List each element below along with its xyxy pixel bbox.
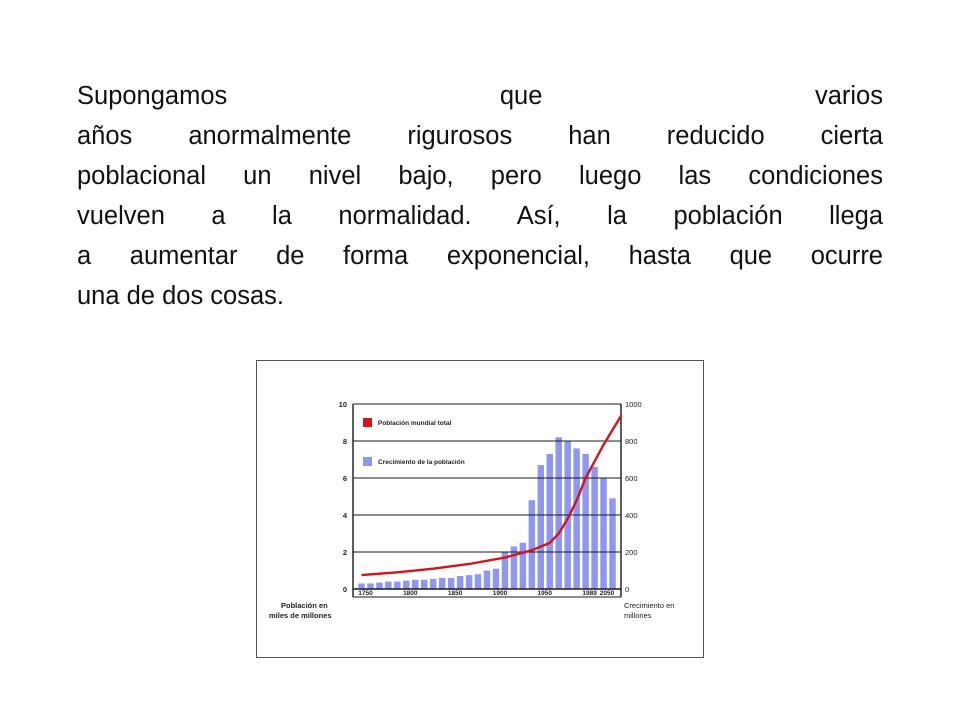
growth-bar-20: [538, 465, 544, 589]
left-tick-4: 4: [342, 511, 347, 520]
x-tick-1750: 1750: [358, 590, 373, 597]
left-tick-2: 2: [342, 548, 347, 557]
growth-bar-15: [493, 569, 499, 589]
growth-bar-3: [385, 582, 391, 589]
left-tick-8: 8: [342, 437, 347, 446]
right-axis-ticks: [625, 400, 642, 594]
growth-bar-24: [573, 448, 579, 589]
paragraph-line-2: años anormalmente rigurosos han reducido cierta: [77, 122, 883, 150]
axis-lines: [353, 404, 621, 597]
growth-bar-11: [457, 576, 463, 589]
growth-bar-28: [609, 498, 615, 589]
paragraph-line-4: vuelven a la normalidad. Así, la población llega: [77, 202, 883, 230]
growth-bar-2: [376, 583, 382, 589]
growth-bar-5: [403, 581, 409, 589]
growth-bar-27: [600, 478, 606, 589]
left-axis-ticks: [339, 400, 348, 594]
growth-bar-14: [484, 571, 490, 590]
right-tick-600: 600: [625, 474, 638, 483]
x-tick-1900: 1900: [492, 590, 508, 597]
legend-bar-swatch: [363, 457, 372, 466]
left-tick-10: 10: [338, 400, 347, 409]
right-tick-0: 0: [625, 585, 630, 594]
right-tick-400: 400: [625, 511, 638, 520]
left-tick-6: 6: [342, 474, 347, 483]
right-tick-800: 800: [625, 437, 638, 446]
intro-paragraph: [77, 76, 883, 316]
growth-bar-7: [421, 580, 427, 589]
x-tick-1800: 1800: [403, 590, 418, 597]
growth-bar-10: [448, 578, 454, 589]
growth-bar-12: [466, 575, 472, 589]
growth-bar-8: [430, 579, 436, 589]
paragraph-line-1: Supongamos que varios: [77, 82, 883, 110]
x-axis-ticks: [358, 590, 614, 597]
population-chart: [257, 361, 703, 657]
paragraph-line-3: poblacional un nivel bajo, pero luego las condiciones: [77, 162, 883, 190]
paragraph-line-5: a aumentar de forma exponencial, hasta que ocurre: [77, 242, 883, 270]
growth-bar-26: [591, 467, 597, 589]
x-tick-2050: 2050: [599, 590, 615, 597]
legend-bar-label: Crecimiento de la población: [378, 459, 465, 466]
growth-bar-1: [367, 583, 373, 589]
x-tick-1989: 1989: [582, 590, 597, 597]
left-axis-label-line2: miles de millones: [269, 611, 332, 620]
legend-line-label: Población mundial total: [378, 420, 452, 427]
growth-bar-4: [394, 582, 400, 589]
growth-bar-0: [358, 583, 364, 589]
right-axis-label-line1: Crecimiento en: [624, 601, 675, 610]
x-tick-1850: 1850: [447, 590, 463, 597]
paragraph-line-6: una de dos cosas.: [77, 282, 284, 310]
growth-bar-13: [475, 574, 481, 589]
growth-bar-19: [529, 500, 535, 589]
population-chart-frame: [256, 360, 704, 658]
left-tick-0: 0: [342, 585, 347, 594]
legend-line-swatch: [363, 418, 372, 427]
growth-bar-6: [412, 580, 418, 589]
left-axis-label-line1: Población en: [281, 601, 328, 610]
growth-bar-18: [520, 543, 526, 589]
growth-bar-17: [511, 546, 517, 589]
x-tick-1950: 1950: [537, 590, 553, 597]
growth-bar-22: [555, 437, 561, 589]
growth-bar-21: [547, 454, 553, 589]
legend: [363, 418, 465, 466]
growth-bar-9: [439, 578, 445, 589]
right-tick-200: 200: [625, 548, 638, 557]
right-tick-1000: 1000: [625, 400, 642, 409]
right-axis-label-line2: millones: [624, 611, 652, 620]
